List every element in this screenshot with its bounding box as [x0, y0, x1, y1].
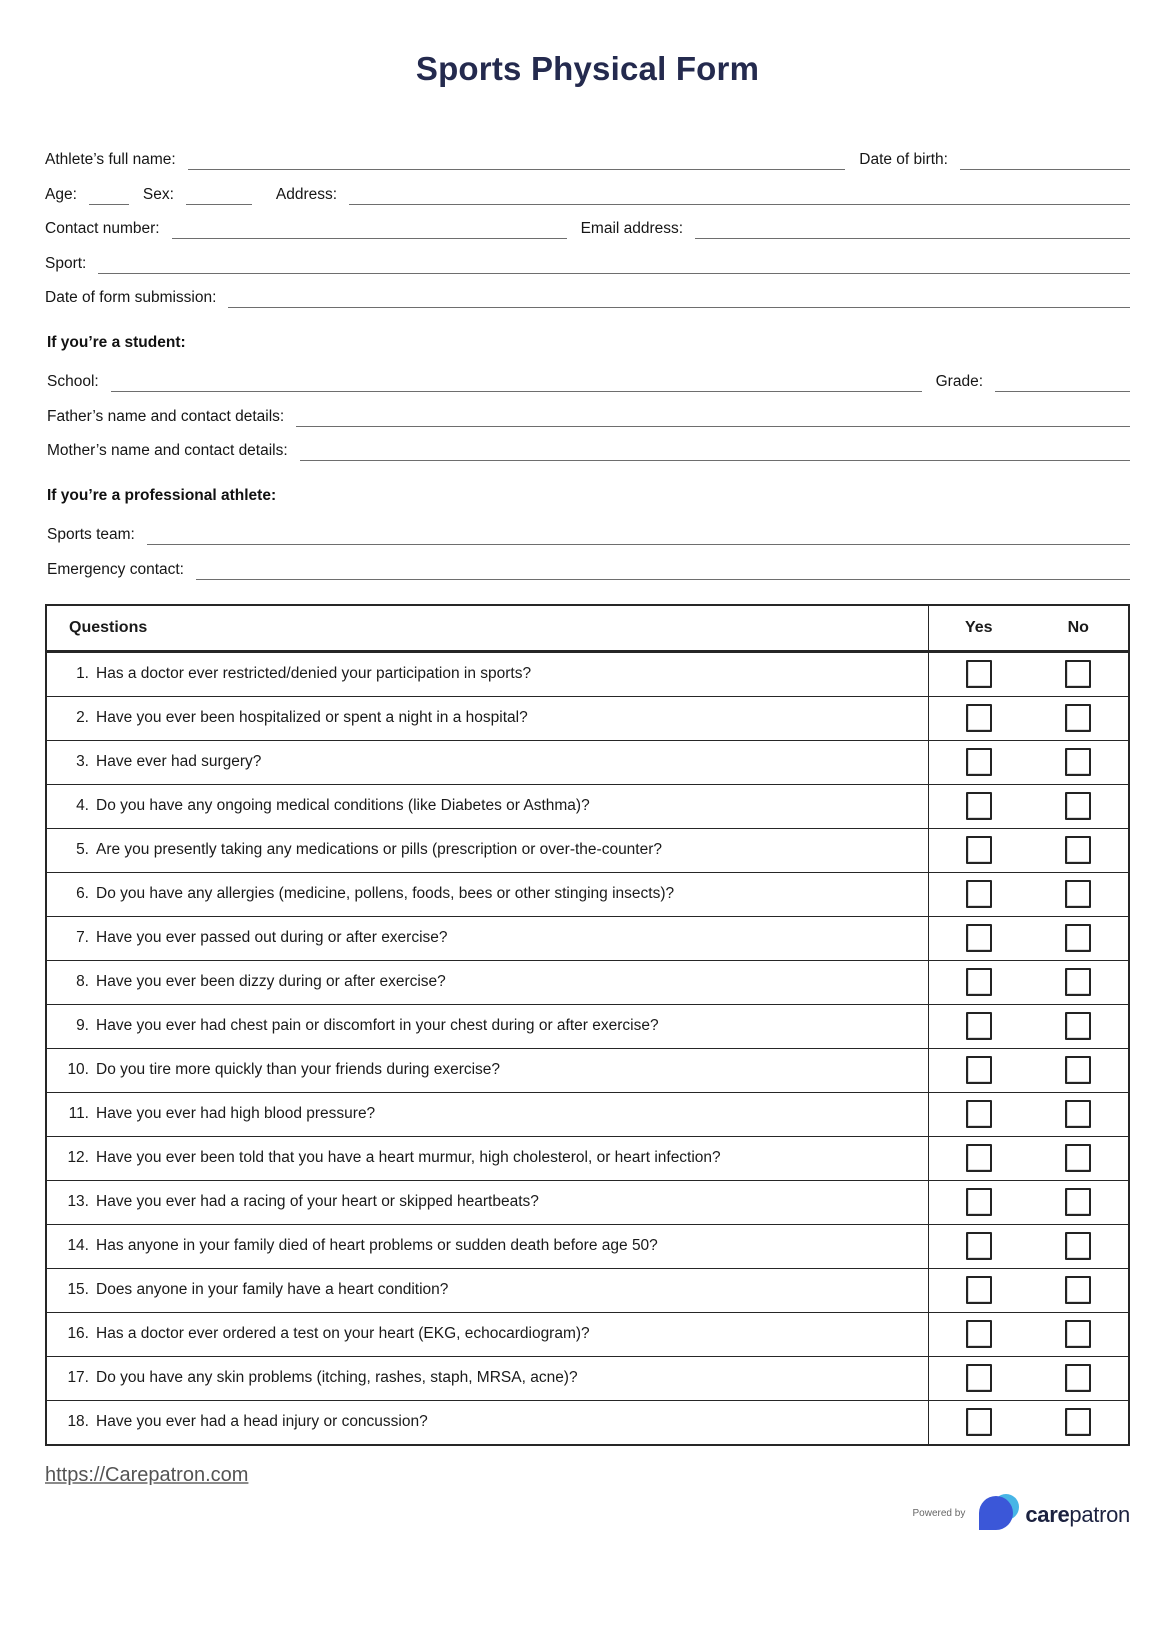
question-text: Have you ever been told that you have a heart murmur, high cholesterol, or heart infection? [96, 1149, 721, 1166]
question-number: 12. [67, 1149, 89, 1166]
row-submission-date [45, 288, 1130, 308]
submission-date-field[interactable] [228, 290, 1130, 308]
no-column-header: No [1067, 618, 1089, 636]
question-number: 17. [67, 1369, 89, 1386]
dob-field[interactable] [960, 152, 1130, 170]
question-number: 15. [67, 1281, 89, 1298]
page-footer [45, 1446, 1130, 1539]
school-label: School: [47, 373, 99, 390]
no-checkbox[interactable] [1065, 924, 1091, 952]
yes-checkbox[interactable] [966, 1188, 992, 1216]
no-checkbox[interactable] [1065, 1276, 1091, 1304]
row-name-dob [45, 150, 1130, 170]
table-row [47, 1180, 1128, 1224]
table-row [47, 1224, 1128, 1268]
no-checkbox[interactable] [1065, 1232, 1091, 1260]
table-row [47, 872, 1128, 916]
question-number: 1. [76, 665, 89, 682]
questions-table [45, 604, 1130, 1446]
question-text: Have you ever had a racing of your heart or skipped heartbeats? [96, 1193, 539, 1210]
question-number: 13. [67, 1193, 89, 1210]
table-row [47, 1092, 1128, 1136]
row-age-sex-address [45, 185, 1130, 205]
question-number: 4. [76, 797, 89, 814]
row-sport [45, 254, 1130, 274]
no-checkbox[interactable] [1065, 660, 1091, 688]
question-number: 10. [67, 1061, 89, 1078]
question-text: Have you ever had high blood pressure? [96, 1105, 376, 1122]
row-mother [45, 441, 1130, 461]
yes-column-header: Yes [964, 618, 993, 636]
no-checkbox[interactable] [1065, 1320, 1091, 1348]
row-contact-email [45, 219, 1130, 239]
grade-field[interactable] [995, 374, 1130, 392]
question-number: 6. [76, 885, 89, 902]
father-details-label: Father’s name and contact details: [47, 407, 285, 425]
table-row [47, 1400, 1128, 1444]
question-text: Does anyone in your family have a heart condition? [96, 1281, 449, 1298]
yes-checkbox[interactable] [966, 1012, 992, 1040]
table-row [47, 1312, 1128, 1356]
sex-field[interactable] [186, 187, 252, 205]
sport-field[interactable] [98, 256, 1130, 274]
yes-checkbox[interactable] [966, 1144, 992, 1172]
dob-label: Date of birth: [859, 151, 948, 168]
table-row [47, 652, 1128, 696]
row-school-grade [45, 372, 1130, 392]
sports-team-field[interactable] [147, 527, 1130, 545]
no-checkbox[interactable] [1065, 880, 1091, 908]
table-row [47, 916, 1128, 960]
submission-date-label: Date of form submission: [45, 289, 217, 306]
no-checkbox[interactable] [1065, 836, 1091, 864]
no-checkbox[interactable] [1065, 1012, 1091, 1040]
question-number: 7. [76, 929, 89, 946]
professional-section-heading: If you’re a professional athlete: [47, 487, 277, 504]
no-checkbox[interactable] [1065, 1100, 1091, 1128]
mother-details-field[interactable] [300, 443, 1130, 461]
emergency-contact-field[interactable] [196, 562, 1130, 580]
yes-checkbox[interactable] [966, 924, 992, 952]
table-row [47, 828, 1128, 872]
question-text: Do you tire more quickly than your friends during exercise? [96, 1061, 501, 1078]
email-field[interactable] [695, 221, 1130, 239]
emergency-contact-label: Emergency contact: [47, 560, 184, 578]
question-text: Have you ever been hospitalized or spent a night in a hospital? [96, 709, 528, 726]
question-number: 11. [68, 1105, 89, 1122]
no-checkbox[interactable] [1065, 792, 1091, 820]
yes-checkbox[interactable] [966, 1364, 992, 1392]
question-text: Do you have any skin problems (itching, rashes, staph, MRSA, acne)? [96, 1369, 578, 1386]
table-row [47, 960, 1128, 1004]
address-label: Address: [275, 185, 338, 203]
question-number: 3. [76, 753, 89, 770]
yes-checkbox[interactable] [966, 704, 992, 732]
carepatron-wordmark [1025, 1502, 1130, 1528]
questions-column-header: Questions [69, 618, 148, 636]
yes-checkbox[interactable] [966, 1408, 992, 1436]
mother-details-label: Mother’s name and contact details: [47, 442, 288, 459]
table-row [47, 784, 1128, 828]
contact-number-field[interactable] [172, 221, 567, 239]
father-details-field[interactable] [296, 409, 1130, 427]
question-number: 8. [76, 973, 89, 990]
question-text: Has a doctor ever restricted/denied your participation in sports? [96, 665, 532, 682]
table-row [47, 1268, 1128, 1312]
athlete-name-field[interactable] [188, 152, 846, 170]
question-text: Have you ever had a head injury or concussion? [96, 1413, 428, 1430]
question-text: Are you presently taking any medications or pills (prescription or over-the-counter? [96, 841, 663, 858]
wordmark-care: care [1025, 1502, 1070, 1527]
yes-checkbox[interactable] [966, 1320, 992, 1348]
contact-number-label: Contact number: [45, 220, 160, 237]
sports-team-label: Sports team: [47, 526, 135, 543]
no-checkbox[interactable] [1065, 1144, 1091, 1172]
question-text: Have you ever passed out during or after exercise? [96, 929, 448, 946]
question-number: 2. [76, 709, 89, 726]
powered-by-block [913, 1492, 1130, 1539]
question-text: Have ever had surgery? [96, 753, 262, 770]
question-text: Has a doctor ever ordered a test on your heart (EKG, echocardiogram)? [96, 1325, 590, 1342]
no-checkbox[interactable] [1065, 1408, 1091, 1436]
table-header-row [47, 606, 1128, 652]
wordmark-patron: patron [1069, 1502, 1130, 1527]
no-checkbox[interactable] [1065, 748, 1091, 776]
question-number: 9. [76, 1017, 89, 1034]
question-number: 14. [67, 1237, 89, 1254]
question-text: Have you ever been dizzy during or after exercise? [96, 973, 446, 990]
address-field[interactable] [349, 187, 1130, 205]
yes-checkbox[interactable] [966, 792, 992, 820]
carepatron-logo-icon [975, 1492, 1021, 1539]
table-row [47, 1004, 1128, 1048]
question-number: 5. [76, 841, 89, 858]
sex-label: Sex: [142, 185, 174, 203]
yes-checkbox[interactable] [966, 968, 992, 996]
row-emergency-contact [45, 560, 1130, 580]
row-father [45, 407, 1130, 427]
question-number: 16. [67, 1325, 89, 1342]
no-checkbox[interactable] [1065, 1056, 1091, 1084]
athlete-name-label: Athlete’s full name: [45, 151, 176, 168]
yes-checkbox[interactable] [966, 1056, 992, 1084]
no-checkbox[interactable] [1065, 968, 1091, 996]
table-row [47, 740, 1128, 784]
email-label: Email address: [580, 220, 684, 237]
age-field[interactable] [89, 187, 129, 205]
yes-checkbox[interactable] [966, 660, 992, 688]
grade-label: Grade: [935, 373, 983, 390]
question-text: Do you have any allergies (medicine, pollens, foods, bees or other stinging insects)? [96, 885, 675, 902]
school-field[interactable] [111, 374, 922, 392]
yes-checkbox[interactable] [966, 836, 992, 864]
powered-by-label: Powered by [912, 1507, 966, 1519]
yes-checkbox[interactable] [966, 748, 992, 776]
table-row [47, 1048, 1128, 1092]
row-sports-team [45, 525, 1130, 545]
table-row [47, 1356, 1128, 1400]
table-row [47, 1136, 1128, 1180]
age-label: Age: [45, 185, 77, 203]
question-number: 18. [67, 1413, 89, 1430]
yes-checkbox[interactable] [966, 1232, 992, 1260]
question-text: Do you have any ongoing medical conditions (like Diabetes or Asthma)? [96, 797, 590, 814]
carepatron-link[interactable]: https://Carepatron.com [45, 1463, 249, 1486]
no-checkbox[interactable] [1065, 704, 1091, 732]
yes-checkbox[interactable] [966, 1100, 992, 1128]
question-text: Have you ever had chest pain or discomfort in your chest during or after exercise? [96, 1017, 659, 1034]
page-title: Sports Physical Form [415, 50, 760, 87]
question-text: Has anyone in your family died of heart problems or sudden death before age 50? [96, 1237, 658, 1254]
yes-checkbox[interactable] [966, 880, 992, 908]
no-checkbox[interactable] [1065, 1364, 1091, 1392]
student-section-heading: If you’re a student: [47, 334, 186, 351]
no-checkbox[interactable] [1065, 1188, 1091, 1216]
sport-label: Sport: [45, 254, 87, 272]
yes-checkbox[interactable] [966, 1276, 992, 1304]
table-row [47, 696, 1128, 740]
